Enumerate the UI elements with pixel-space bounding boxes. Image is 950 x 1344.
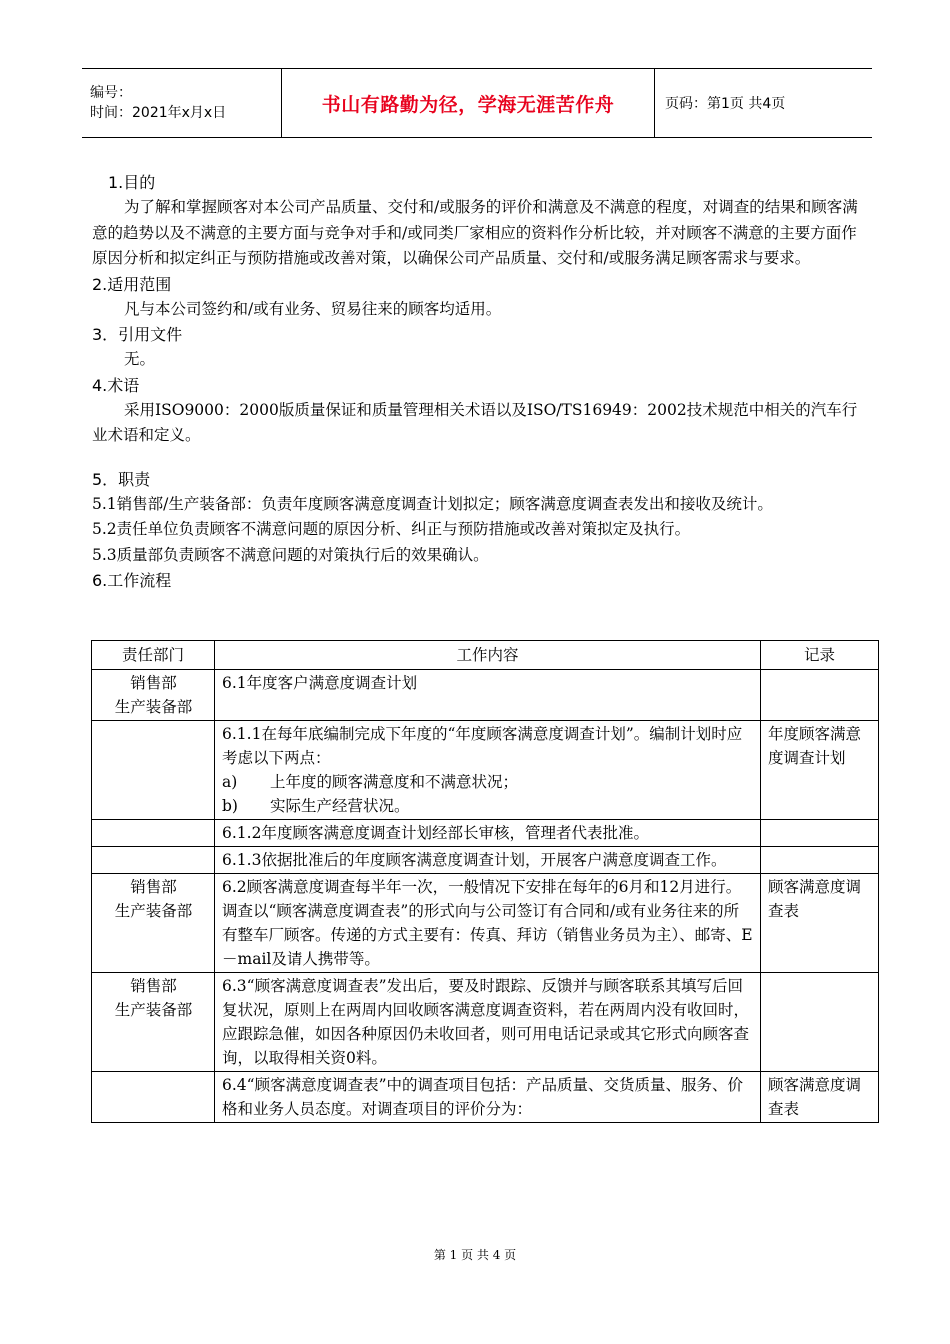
record-cell: 顾客满意度调查表 <box>761 1072 879 1123</box>
list-marker: a) <box>222 773 238 791</box>
dept-line: 销售部 <box>130 977 177 995</box>
dept-cell <box>92 820 215 847</box>
section-5-2: 5.2责任单位负责顾客不满意问题的原因分析、纠正与预防措施或改善对策拟定及执行。 <box>92 520 691 538</box>
section-3-title: 3．引用文件 <box>92 325 183 344</box>
table-row <box>92 847 879 874</box>
column-header-content: 工作内容 <box>215 641 761 670</box>
section-2-title: 2.适用范围 <box>92 274 172 294</box>
table-row <box>92 973 879 1072</box>
dept-cell <box>92 721 215 820</box>
content-cell: 6.1.3依据批准后的年度顾客满意度调查计划，开展客户满意度调查工作。 <box>215 847 761 874</box>
section-5-3: 5.3质量部负责顾客不满意问题的对策执行后的效果确认。 <box>92 545 489 564</box>
table-header-row <box>92 641 879 670</box>
dept-line: 生产装备部 <box>114 902 193 920</box>
document-number-label: 编号： <box>90 85 132 101</box>
content-cell: 6.1年度客户满意度调查计划 <box>215 670 761 721</box>
list-item <box>222 794 754 818</box>
header-motto: 书山有路勤为径，学海无涯苦作舟 <box>282 69 655 137</box>
table-row <box>92 670 879 721</box>
record-cell: 顾客满意度调查表 <box>761 874 879 973</box>
section-5-1: 5.1销售部/生产装备部：负责年度顾客满意度调查计划拟定；顾客满意度调查表发出和接收及统计。 <box>92 494 773 513</box>
content-text: 6.1.1在每年底编制完成下年度的“年度顾客满意度调查计划”。编制计划时应考虑以下两点： <box>222 725 743 767</box>
column-header-dept: 责任部门 <box>92 641 215 670</box>
document-body <box>92 170 862 593</box>
list-text: 上年度的顾客满意度和不满意状况； <box>270 773 519 791</box>
page-footer: 第 1 页 共 4 页 <box>433 1248 517 1262</box>
table-row <box>92 820 879 847</box>
record-cell <box>761 820 879 847</box>
header-page-label: 页码：第1页 共4页 <box>665 96 786 112</box>
record-cell <box>761 670 879 721</box>
page-header <box>82 68 872 138</box>
list-item <box>222 770 754 794</box>
dept-cell <box>92 1072 215 1123</box>
column-header-record: 记录 <box>761 641 879 670</box>
record-cell <box>761 973 879 1072</box>
record-cell: 年度顾客满意度调查计划 <box>761 721 879 820</box>
content-cell: 6.4“顾客满意度调查表”中的调查项目包括：产品质量、交货质量、服务、价格和业务人员态度。对调查项目的评价分为： <box>215 1072 761 1123</box>
dept-line: 生产装备部 <box>114 1001 193 1019</box>
section-1-title: 1.目的 <box>108 173 156 192</box>
section-4-title: 4.术语 <box>92 375 140 395</box>
list-text: 实际生产经营状况。 <box>270 797 410 815</box>
content-cell: 6.2顾客满意度调查每半年一次，一般情况下安排在每年的6月和12月进行。调查以“顾客满意度调查表”的形式向与公司签订有合同和/或有业务往来的所有整车厂顾客。传递的方式主要有：传真、拜访（销售业务员为主）、邮寄、E－mail及请人携带等。 <box>215 874 761 973</box>
list-marker: b) <box>222 797 238 815</box>
table-row <box>92 721 879 820</box>
section-4-body: 采用ISO9000：2000版质量保证和质量管理相关术语以及ISO/TS16949：2002技术规范中相关的汽车行业术语和定义。 <box>92 400 858 444</box>
content-cell: 6.3“顾客满意度调查表”发出后，要及时跟踪、反馈并与顾客联系其填写后回复状况，原则上在两周内回收顾客满意度调查资料，若在两周内没有收回时，应跟踪急催，如因各种原因仍未收回者，则可用电话记录或其它形式向顾客查询，以取得相关资0料。 <box>215 973 761 1072</box>
record-cell <box>761 847 879 874</box>
content-cell <box>215 721 761 820</box>
section-6-title: 6.工作流程 <box>92 571 172 590</box>
header-left <box>82 69 282 137</box>
table-row <box>92 1072 879 1123</box>
document-date-label: 时间：2021年x月x日 <box>90 105 227 121</box>
dept-cell <box>92 847 215 874</box>
section-2-body: 凡与本公司签约和/或有业务、贸易往来的顾客均适用。 <box>124 299 502 318</box>
dept-line: 生产装备部 <box>114 698 193 716</box>
dept-line: 销售部 <box>130 674 177 692</box>
content-cell: 6.1.2年度顾客满意度调查计划经部长审核，管理者代表批准。 <box>215 820 761 847</box>
dept-cell <box>92 973 215 1072</box>
section-3-body: 无。 <box>124 350 156 368</box>
workflow-table <box>91 640 879 1123</box>
dept-line: 销售部 <box>130 878 177 896</box>
section-1-body: 为了解和掌握顾客对本公司产品质量、交付和/或服务的评价和满意及不满意的程度，对调查的结果和顾客满意的趋势以及不满意的主要方面与竞争对手和/或同类厂家相应的资料作分析比较，并对顾客不满意的主要方面作原因分析和拟定纠正与预防措施或改善对策，以确保公司产品质量、交付和/或服务满足顾客需求与要求。 <box>92 198 858 267</box>
dept-cell <box>92 670 215 721</box>
section-5-title: 5．职责 <box>92 469 151 489</box>
dept-cell <box>92 874 215 973</box>
table-row <box>92 874 879 973</box>
